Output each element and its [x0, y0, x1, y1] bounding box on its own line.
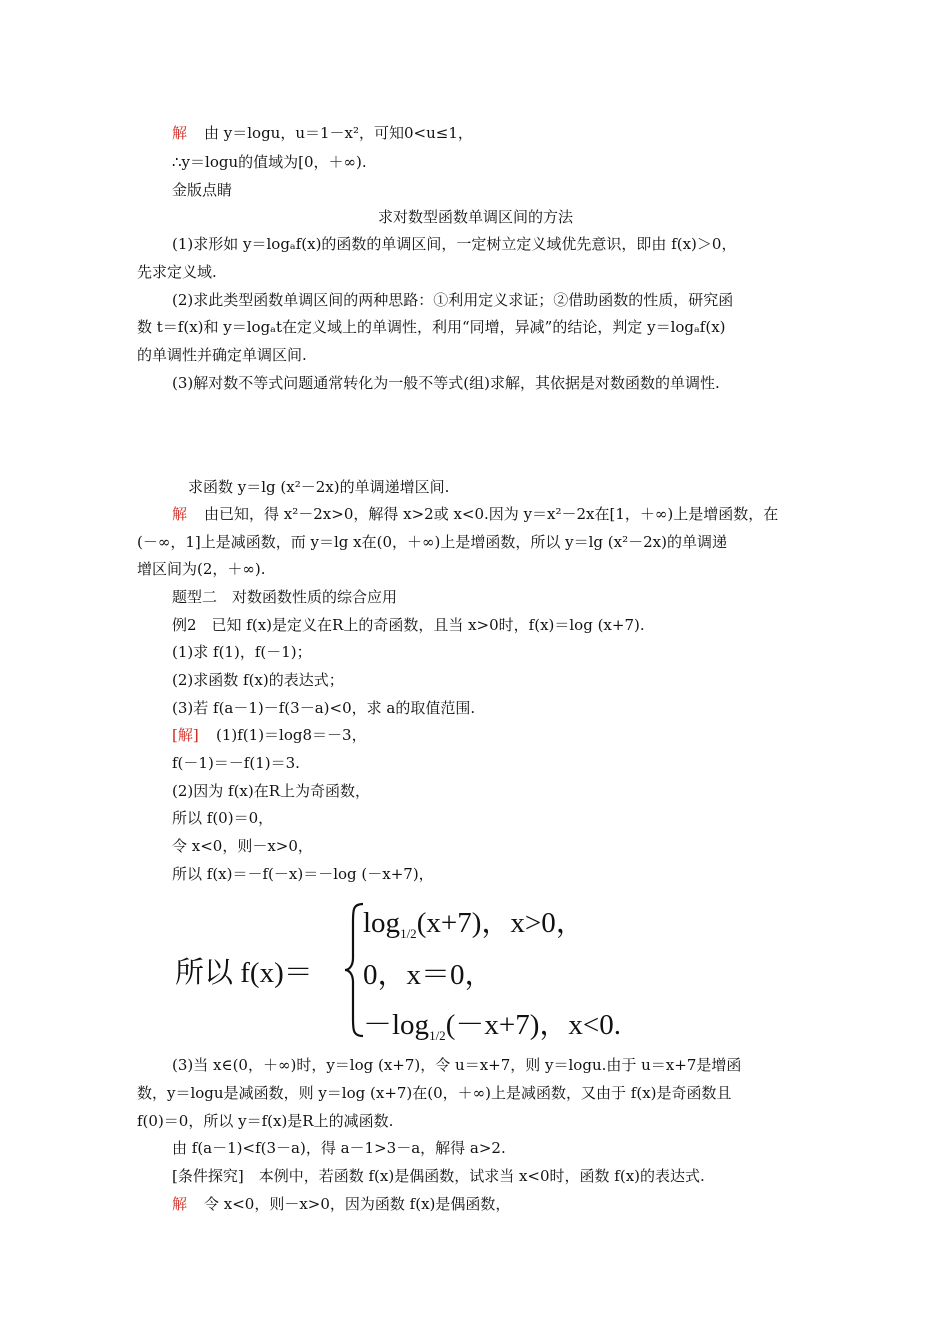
text-line: 先求定义域. — [137, 263, 217, 281]
example-line: 例2 已知 f(x)是定义在R上的奇函数，且当 x>0时，f(x)＝log (x+7). — [172, 616, 645, 634]
text-line: [条件探究] 本例中，若函数 f(x)是偶函数，试求当 x<0时，函数 f(x)的表达式. — [172, 1167, 705, 1185]
exercise-line: 求函数 y＝lg (x²－2x)的单调递增区间. — [188, 478, 450, 496]
text-line: (1)求 f(1)，f(－1)； — [172, 643, 312, 661]
left-brace-icon — [343, 902, 365, 1038]
text-line: 由 y＝logu，u＝1－x²，可知0<u≤1， — [204, 124, 473, 142]
answer-tag: 解 — [172, 505, 188, 523]
text-line: (1)求形如 y＝logₐf(x)的函数的单调区间，一定树立定义域优先意识，即由 f(x)＞0， — [172, 235, 737, 253]
text-line: f(0)＝0，所以 y＝f(x)是R上的减函数. — [137, 1112, 394, 1130]
text-line: 所以 f(x)＝－f(－x)＝－log (－x+7)， — [172, 865, 434, 883]
text-line: (1)f(1)＝log8＝－3， — [216, 726, 367, 744]
solution-tag: [解] — [172, 726, 199, 744]
text-line: ∴y＝logu的值域为[0，＋∞). — [172, 153, 367, 171]
text-line: 所以 f(0)＝0， — [172, 809, 274, 827]
section-label: 金版点睛 — [172, 181, 233, 199]
text-line: (3)解对数不等式问题通常转化为一般不等式(组)求解，其依据是对数函数的单调性. — [172, 374, 720, 392]
formula-lhs: 所以 f(x)＝ — [175, 957, 313, 989]
text-line: 由 f(a－1)<f(3－a)，得 a－1>3－a，解得 a>2. — [172, 1139, 506, 1157]
text-line: (3)当 x∈(0，＋∞)时，y＝log (x+7)，令 u＝x+7，则 y＝logu.由于 u＝x+7是增函 — [172, 1056, 742, 1074]
text-line: 的单调性并确定单调区间. — [137, 346, 307, 364]
text-line: (2)求此类型函数单调区间的两种思路：①利用定义求证；②借助函数的性质，研究函 — [172, 291, 734, 309]
text-line: 增区间为(2，＋∞). — [137, 560, 266, 578]
section-heading: 求对数型函数单调区间的方法 — [377, 208, 573, 226]
piecewise-formula — [175, 898, 695, 1043]
text-line: 数 t＝f(x)和 y＝logₐt在定义域上的单调性，利用“同增，异减”的结论，判定 y＝logₐf(x) — [137, 318, 726, 336]
answer-tag: 解 — [172, 124, 188, 142]
case-zero: 0，x＝0， — [363, 959, 494, 991]
text-line: (2)因为 f(x)在R上为奇函数， — [172, 782, 371, 800]
text-line: 令 x<0，则－x>0，因为函数 f(x)是偶函数， — [204, 1195, 511, 1213]
answer-tag: 解 — [172, 1195, 188, 1213]
text-line: 数，y＝logu是减函数，则 y＝log (x+7)在(0，＋∞)上是减函数，又由于 f(x)是奇函数且 — [137, 1084, 732, 1102]
case-negative: $-\log_{1/2}(-x+7)$，x<0. — [363, 1009, 621, 1043]
case-positive: $\log_{1/2}(x+7)$，x>0， — [363, 907, 585, 941]
text-line: 由已知，得 x²－2x>0，解得 x>2或 x<0.因为 y＝x²－2x在[1，＋∞)上是增函数，在 — [204, 505, 779, 523]
text-line: (3)若 f(a－1)－f(3－a)<0，求 a的取值范围. — [172, 699, 476, 717]
text-line: 令 x<0，则－x>0， — [172, 837, 313, 855]
section-heading: 题型二 对数函数性质的综合应用 — [172, 588, 398, 606]
text-line: (2)求函数 f(x)的表达式； — [172, 671, 344, 689]
text-line: f(－1)＝－f(1)＝3. — [172, 754, 300, 772]
text-line: (－∞，1]上是减函数，而 y＝lg x在(0，＋∞)上是增函数，所以 y＝lg (x²－2x)的单调递 — [137, 533, 727, 551]
